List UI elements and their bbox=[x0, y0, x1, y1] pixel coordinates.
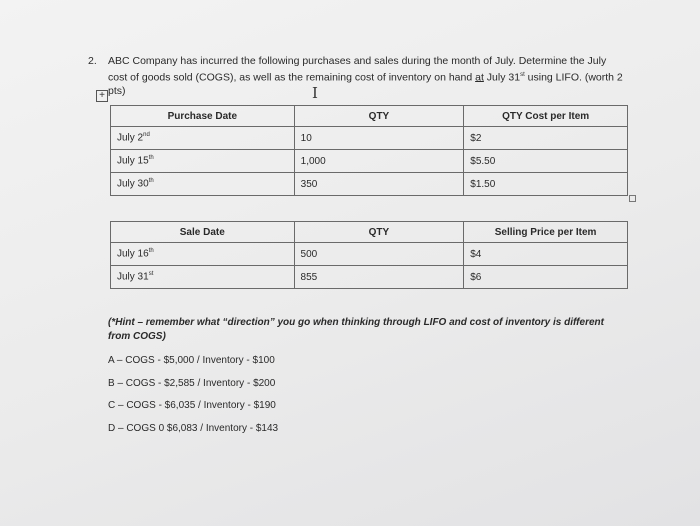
text-cursor-icon: I bbox=[312, 84, 318, 102]
answer-options bbox=[108, 354, 278, 444]
purchase-qty-cell: 10 bbox=[294, 127, 464, 150]
answer-option-b: B – COGS - $2,585 / Inventory - $200 bbox=[108, 377, 276, 389]
table-row bbox=[111, 266, 628, 289]
sale-date-cell: July 16th bbox=[111, 243, 295, 266]
purchase-qty-cell: 350 bbox=[294, 173, 464, 196]
purchase-date-cell: July 15th bbox=[111, 150, 295, 173]
purchase-cost-cell: $2 bbox=[464, 127, 628, 150]
question-text-part1: ABC Company has incurred the following purchases and sales during the month of July. Determine the July cost of goods sold (COGS), as well as the remaining cost of inventory on hand bbox=[108, 55, 607, 83]
table-resize-handle[interactable] bbox=[629, 195, 636, 202]
sales-header-row bbox=[111, 222, 628, 243]
question-text-underlined: at bbox=[475, 71, 484, 83]
purchases-header-row bbox=[111, 106, 628, 127]
question-text bbox=[108, 55, 628, 98]
answer-option-a: A – COGS - $5,000 / Inventory - $100 bbox=[108, 355, 275, 366]
sales-table bbox=[110, 221, 628, 289]
header-qty-cost: QTY Cost per Item bbox=[464, 106, 628, 127]
question-number: 2. bbox=[88, 55, 97, 67]
purchase-date-cell: July 30th bbox=[111, 173, 295, 196]
header-selling-price: Selling Price per Item bbox=[464, 222, 628, 243]
table-row bbox=[111, 243, 628, 266]
answer-option-c: C – COGS - $6,035 / Inventory - $190 bbox=[108, 400, 276, 411]
sale-date-cell: July 31st bbox=[111, 266, 295, 289]
sale-qty-cell: 855 bbox=[294, 266, 464, 289]
sale-qty-cell: 500 bbox=[294, 243, 464, 266]
table-row bbox=[111, 150, 628, 173]
question-text-part3: using LIFO. (worth 2 pts) bbox=[108, 71, 623, 97]
table-row bbox=[111, 173, 628, 196]
header-sale-date: Sale Date bbox=[111, 222, 295, 243]
table-row bbox=[111, 127, 628, 150]
sale-price-cell: $6 bbox=[464, 266, 628, 289]
hint-text: (*Hint – remember what “direction” you go when thinking through LIFO and cost of inventory is different from COGS) bbox=[108, 317, 604, 342]
answer-option-d: D – COGS 0 $6,083 / Inventory - $143 bbox=[108, 422, 279, 434]
purchase-qty-cell: 1,000 bbox=[294, 150, 464, 173]
question-text-part2: July 31 bbox=[483, 71, 521, 83]
purchase-date-cell: July 2nd bbox=[111, 127, 295, 150]
purchases-table bbox=[110, 105, 628, 196]
header-qty: QTY bbox=[294, 106, 464, 127]
question-text-sup: st bbox=[520, 71, 525, 78]
header-qty: QTY bbox=[294, 222, 464, 243]
sale-price-cell: $4 bbox=[464, 243, 628, 266]
purchase-cost-cell: $5.50 bbox=[464, 150, 628, 173]
header-purchase-date: Purchase Date bbox=[111, 106, 295, 127]
purchase-cost-cell: $1.50 bbox=[464, 173, 628, 196]
table-move-handle-icon[interactable]: + bbox=[96, 90, 108, 102]
